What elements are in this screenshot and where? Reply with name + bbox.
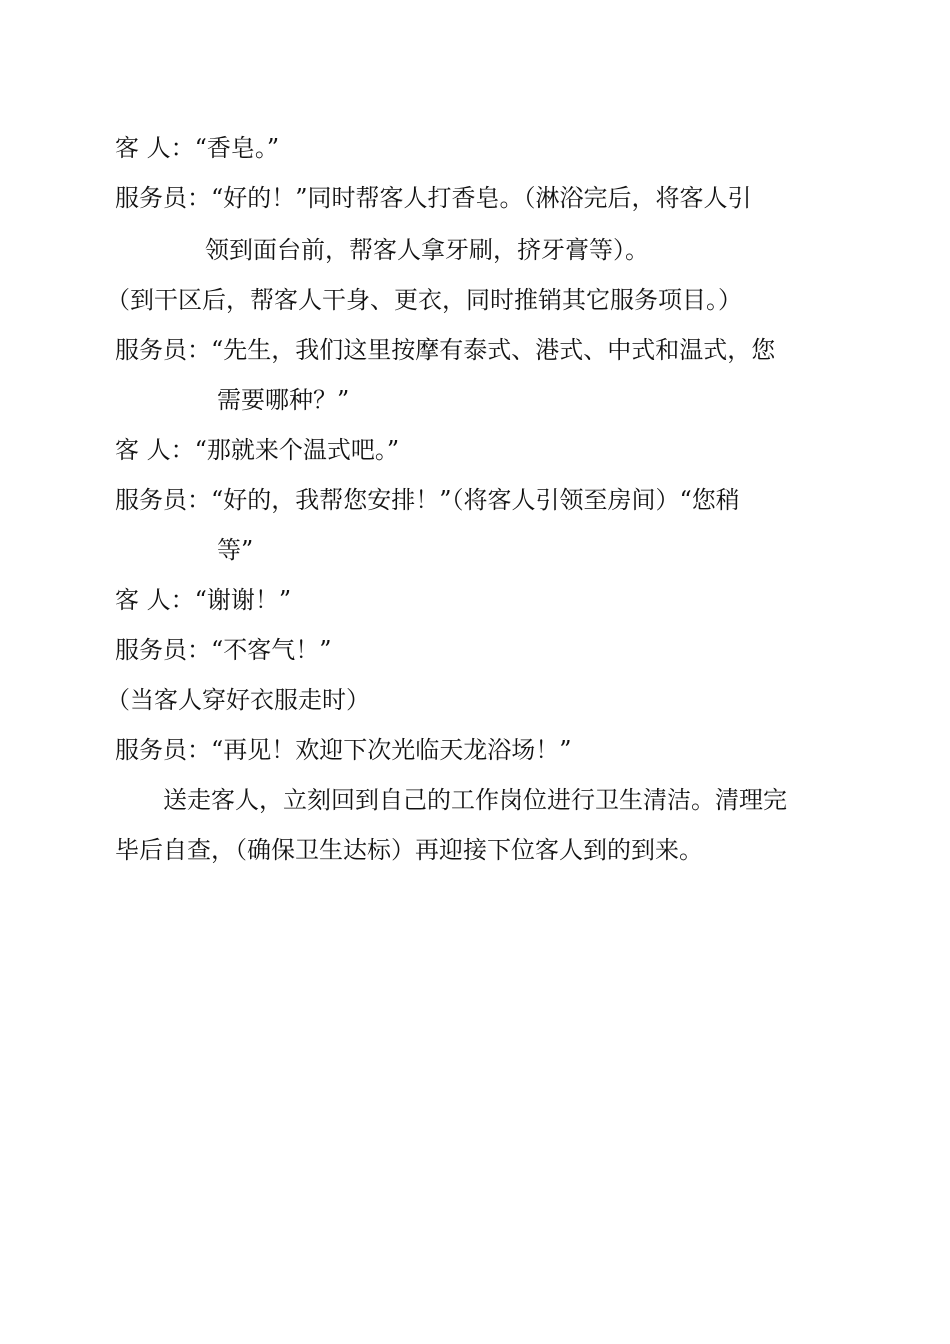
stage-direction bbox=[106, 684, 370, 716]
dialogue-line-attendant bbox=[115, 634, 332, 666]
dialogue-line-attendant bbox=[115, 334, 775, 366]
dialogue-text: “好的！”同时帮客人打香皂。（淋浴完后，将客人引 bbox=[211, 184, 752, 212]
direction-text: （当客人穿好衣服走时） bbox=[106, 686, 370, 714]
speaker-colon: ： bbox=[170, 586, 195, 614]
speaker-label: 服务员 bbox=[115, 336, 187, 364]
closing-paragraph-line bbox=[163, 784, 787, 816]
speaker-label: 服务员 bbox=[115, 736, 187, 764]
speaker-colon: ： bbox=[187, 184, 211, 212]
speaker-label: 客 人 bbox=[115, 436, 171, 464]
stage-direction bbox=[106, 284, 742, 316]
paragraph-text: 毕后自查，（确保卫生达标）再迎接下位客人到的到来。 bbox=[115, 836, 703, 864]
speaker-label: 服务员 bbox=[115, 486, 187, 514]
dialogue-line-attendant bbox=[115, 484, 740, 516]
dialogue-text: “好的，我帮您安排！”（将客人引领至房间）“您稍 bbox=[211, 486, 740, 514]
closing-paragraph-line bbox=[115, 834, 703, 866]
speaker-colon: ： bbox=[187, 636, 211, 664]
speaker-colon: ： bbox=[187, 336, 211, 364]
dialogue-continuation bbox=[205, 234, 649, 266]
dialogue-line-attendant bbox=[115, 734, 572, 766]
dialogue-text: “先生，我们这里按摩有泰式、港式、中式和温式，您 bbox=[211, 336, 776, 364]
speaker-colon: ： bbox=[187, 486, 211, 514]
dialogue-line-guest bbox=[115, 132, 279, 164]
dialogue-text: “不客气！” bbox=[211, 636, 332, 664]
dialogue-text: 需要哪种？” bbox=[217, 386, 350, 414]
dialogue-text: “再见！欢迎下次光临天龙浴场！” bbox=[211, 736, 572, 764]
dialogue-text: “谢谢！” bbox=[194, 586, 292, 614]
speaker-label: 客 人 bbox=[115, 134, 171, 162]
direction-text: （到干区后，帮客人干身、更衣，同时推销其它服务项目。） bbox=[106, 286, 742, 314]
speaker-label: 服务员 bbox=[115, 636, 187, 664]
speaker-colon: ： bbox=[187, 736, 211, 764]
speaker-label: 服务员 bbox=[115, 184, 187, 212]
dialogue-text: 等” bbox=[217, 536, 254, 564]
dialogue-line-guest bbox=[115, 584, 291, 616]
speaker-colon: ： bbox=[170, 436, 195, 464]
dialogue-text: “香皂。” bbox=[194, 134, 280, 162]
dialogue-text: 领到面台前，帮客人拿牙刷，挤牙膏等）。 bbox=[205, 236, 649, 264]
dialogue-line-attendant bbox=[115, 182, 752, 214]
dialogue-line-guest bbox=[115, 434, 399, 466]
speaker-colon: ： bbox=[170, 134, 195, 162]
dialogue-continuation bbox=[217, 384, 349, 416]
paragraph-text: 送走客人，立刻回到自己的工作岗位进行卫生清洁。清理完 bbox=[163, 786, 787, 814]
dialogue-continuation bbox=[217, 534, 253, 566]
dialogue-text: “那就来个温式吧。” bbox=[194, 436, 400, 464]
speaker-label: 客 人 bbox=[115, 586, 171, 614]
